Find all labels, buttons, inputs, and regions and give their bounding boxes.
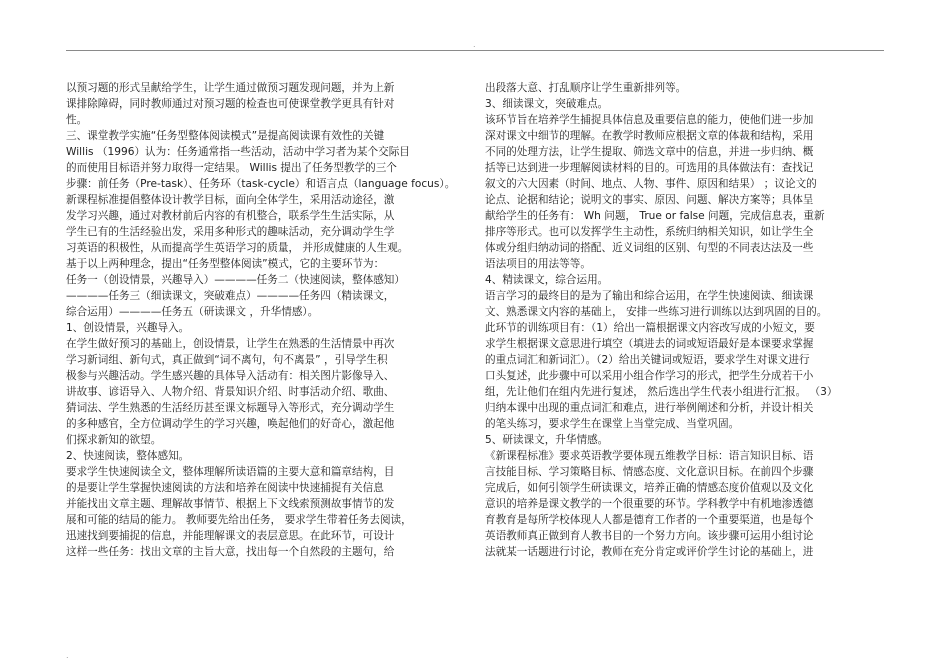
- text-line: 《新课程标准》要求英语教学要体现五维教学目标：语言知识目标、语: [485, 450, 814, 462]
- text-line: 的而使用目标语并努力取得一定结果。 Willis 提出了任务型教学的三个: [66, 162, 397, 174]
- text-line: 4、精读课文，综合运用。: [485, 274, 609, 286]
- text-line: 学习新词组、新句式，真正做到“词不离句，句不离景” ，引导学生积: [66, 354, 388, 366]
- text-line: 该环节旨在培养学生捕捉具体信息及重要信息的能力，使他们进一步加: [485, 114, 814, 126]
- text-line: 新课程标准提倡整体设计教学目标，面向全体学生，采用活动途径，激: [66, 194, 395, 206]
- text-line: 学生已有的生活经验出发，采用多种形式的趣味活动，充分调动学生学: [66, 226, 395, 238]
- text-line: 极参与兴趣活动。学生感兴趣的具体导入活动有：相关图片影像导入、: [66, 370, 395, 382]
- text-line: 的多种感官，全方位调动学生的学习兴趣，唤起他们的好奇心，激起他: [66, 418, 395, 430]
- text-line: 发学习兴趣，通过对教材前后内容的有机整合，联系学生生活实际，从: [66, 210, 395, 222]
- text-line: 课排除障碍，同时教师通过对预习题的检查也可使课堂教学更具有针对: [66, 98, 395, 110]
- text-line: 口头复述，此步骤中可以采用小组合作学习的形式，把学生分成若干小: [485, 370, 814, 382]
- text-line: 并能找出文章主题、理解故事情节、根据上下文线索预测故事情节的发: [66, 498, 395, 510]
- text-line: 献给学生的任务有： Wh 问题， True or false 问题，完成信息表，重新: [485, 210, 825, 222]
- text-line: 育教育是每所学校体现人人都是德育工作者的一个重要渠道，也是每个: [485, 514, 814, 526]
- text-line: 此环节的训练项目有：（1）给出一篇根据课文内容改写成的小短文，要: [485, 322, 815, 334]
- text-line: 步骤：前任务（Pre-task）、任务环（task-cycle）和语言点（language focus）。: [66, 178, 456, 190]
- text-line: 1、创设情景，兴趣导入。: [66, 322, 190, 334]
- text-line: 语法项目的用法等等。: [485, 258, 591, 270]
- header-rule: [66, 50, 884, 51]
- text-line: 性。: [66, 114, 88, 126]
- text-line: ————任务三（细读课文，突破难点）————任务四（精读课文，: [66, 290, 395, 302]
- text-line: 出段落大意、打乱顺序让学生重新排列等。: [485, 82, 687, 94]
- text-line: 展和可能的结局的能力。 教师要先给出任务， 要求学生带着任务去阅读，: [66, 514, 412, 526]
- text-line: 5、研读课文，升华情感。: [485, 434, 609, 446]
- right-text-column: [485, 80, 885, 560]
- text-line: 文、熟悉课文内容的基础上， 安排一些练习进行训练以达到巩固的目的。: [485, 306, 828, 318]
- text-line: 言技能目标、学习策略目标、情感态度、文化意识目标。在前四个步骤: [485, 466, 814, 478]
- text-line: 的重点词汇和新词汇）。（2）给出关键词或短语，要求学生对课文进行: [485, 354, 810, 366]
- header-mark: .: [473, 40, 476, 49]
- text-line: 不同的处理方法，让学生提取、筛选文章中的信息，并进一步归纳、概: [485, 146, 814, 158]
- text-line: 语言学习的最终目的是为了输出和综合运用，在学生快速阅读、细读课: [485, 290, 814, 302]
- text-line: 要求学生快速阅读全文，整体理解所读语篇的主要大意和篇章结构，目: [66, 466, 395, 478]
- text-line: 求学生根据课文意思进行填空（填进去的词或短语最好是本课要求掌握: [485, 338, 814, 350]
- text-line: 深对课文中细节的理解。在教学时教师应根据文章的体裁和结构，采用: [485, 130, 814, 142]
- left-text-column: [66, 80, 456, 560]
- text-line: 们探求新知的欲望。: [66, 434, 162, 446]
- text-line: 三、课堂教学实施“任务型整体阅读模式”是提高阅读课有效性的关键: [66, 130, 385, 142]
- text-line: 迅速找到要捕捉的信息，并能理解课文的表层意思。在此环节，可设计: [66, 530, 395, 542]
- text-line: 3、细读课文，突破难点。: [485, 98, 609, 110]
- text-line: 2、快速阅读，整体感知。: [66, 450, 190, 462]
- text-line: 讲故事、谚语导入、人物介绍、背景知识介绍、时事活动介绍、歌曲、: [66, 386, 395, 398]
- text-line: 归纳本课中出现的重点词汇和难点，进行举例阐述和分析，并设计相关: [485, 402, 814, 414]
- text-line: 任务一（创设情景，兴趣导入）————任务二（快速阅读，整体感知）: [66, 274, 405, 286]
- text-line: 完成后，如何引领学生研读课文，培养正确的情感态度价值观以及文化: [485, 482, 814, 494]
- text-line: 的笔头练习，要求学生在课堂上当堂完成、当堂巩固。: [485, 418, 740, 430]
- text-line: 叙文的六大因素（时间、地点、人物、事件、原因和结果） ；议论文的: [485, 178, 817, 190]
- text-line: 体或分组归纳动词的搭配、近义词组的区别、句型的不同表达法及一些: [485, 242, 814, 254]
- text-line: Willis （1996）认为：任务通常指一些活动，活动中学习者为某个交际目: [66, 146, 410, 158]
- text-line: 以预习题的形式呈献给学生，让学生通过做预习题发现问题，并为上新: [66, 82, 395, 94]
- text-line: 这样一些任务：找出文章的主旨大意，找出每一个自然段的主题句，给: [66, 546, 395, 558]
- text-line: 括等已达到进一步理解阅读材料的目的。可选用的具体做法有：查找记: [485, 162, 814, 174]
- text-line: 排序等形式。也可以发挥学生主动性，系统归纳相关知识，如让学生全: [485, 226, 814, 238]
- text-line: 意识的培养是课文教学的一个很重要的环节。学科教学中有机地渗透德: [485, 498, 814, 510]
- footer-mark: .: [66, 651, 69, 660]
- text-line: 综合运用）————任务五（研读课文 ，升华情感）。: [66, 306, 319, 318]
- text-line: 基于以上两种理念，提出“任务型整体阅读”模式，它的主要环节为：: [66, 258, 385, 270]
- text-line: 论点、论据和结论；说明文的事实、原因、问题、解决方案等；具体呈: [485, 194, 814, 206]
- text-line: 的是要让学生掌握快速阅读的方法和培养在阅读中快速捕捉有关信息: [66, 482, 384, 494]
- text-line: 法就某一话题进行讨论，教师在充分肯定或评价学生讨论的基础上，进: [485, 546, 814, 558]
- text-line: 英语教师真正做到育人教书目的一个努力方向。该步骤可运用小组讨论: [485, 530, 814, 542]
- text-line: 在学生做好预习的基础上，创设情景，让学生在熟悉的生活情景中再次: [66, 338, 395, 350]
- text-line: 习英语的积极性，从而提高学生英语学习的质量， 并形成健康的人生观。: [66, 242, 409, 254]
- text-line: 猜词法、学生熟悉的生活经历甚至课文标题导入等形式，充分调动学生: [66, 402, 395, 414]
- text-line: 组，先让他们在组内先进行复述， 然后选出学生代表小组进行汇报。 （3）: [485, 386, 838, 398]
